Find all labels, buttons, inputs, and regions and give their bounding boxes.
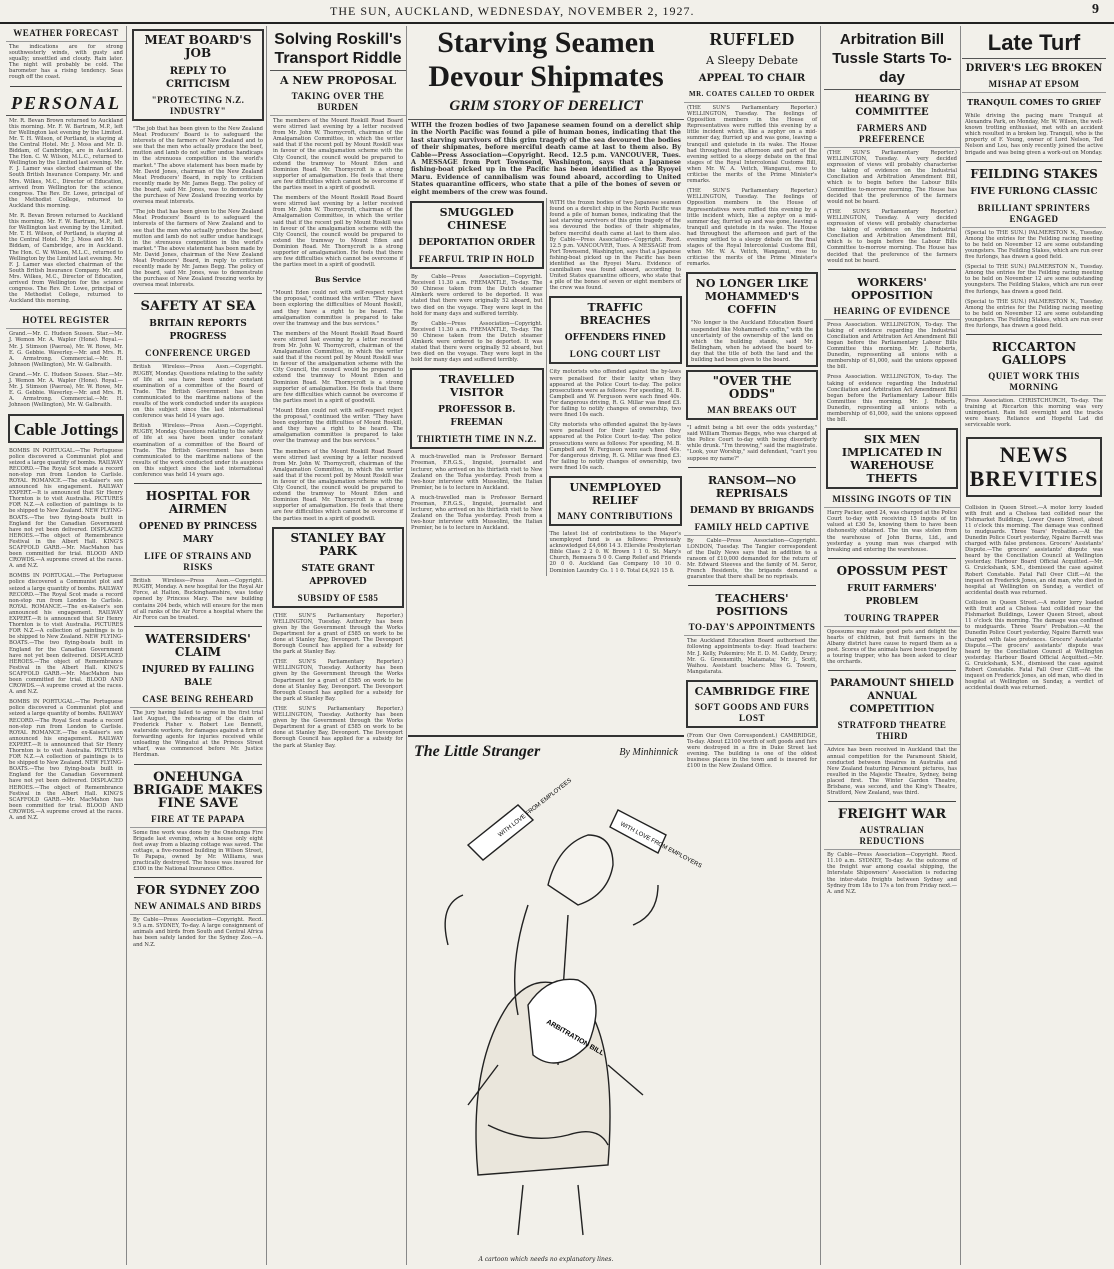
feilding-text-cont: (Special to THE SUN.) PALMERSTON N., Tuesday. Among the entries for the Feilding racing meeting to be held on November 12 are some outstanding youngsters. The Feilding Stakes, which are run over five furlongs, has drawn a good field. (965, 264, 1103, 295)
onehunga-text: Some fine work was done by the Onehunga Fire Brigade last evening, when a house only eight feet away from a blazing cottage was saved. The cottage, a five-roomed building in Wilson Street, Te Papapa, owned by Mr. Williams, was practically destroyed. The house was insured for £300 in the National Insurance Office. (133, 829, 263, 873)
traffic-text: City motorists who offended against the by-laws were penalised for their laxity when they appeared at the Police Court to-day. The police prosecutions were as follows: For speeding, M. B. Campbell and W. Ferguson were each fined 40s. For dangerous driving, R. G. Millar was fined £3. For failing to notify changes of ownership, two were fined 10s each. (549, 369, 681, 419)
feilding-subhead: FIVE FURLONG CLASSIC (970, 186, 1098, 197)
page-number: 9 (1092, 2, 1100, 17)
travelled-text-cont: A much-travelled man is Professor Bernard Freeman, F.R.G.S., linguist, journalist and lecturer, who arrived on his thirtieth visit to New Zealand on the Tofua yesterday. Fresh from a two-hour interview with Mussolini, the Italian Premier, he is to lecture in Auckland. (411, 494, 543, 532)
divider (688, 585, 816, 586)
column-6 (824, 26, 961, 1265)
opossum-subhead-2: TOURING TRAPPER (824, 611, 960, 627)
arbitration-text-cont: (THE SUN'S Parliamentary Reporter.) WELLINGTON, Tuesday. A very decided expression of views will probably characterise the taking of evidence on the Industrial Conciliation and Arbitration Amendment Bill, which is to begin before the Labour Bills Committee to-morrow morning. The House has decided that the preference of the farmers would not be heard. (827, 208, 957, 264)
safety-subhead: BRITAIN REPORTS PROGRESS (149, 319, 247, 343)
cartoon-illustration (408, 765, 703, 1245)
hospital-text: British Wireless—Press Assn.—Copyright. RUGBY, Monday. A new hospital for the Royal Air Force, at Halton, Buckinghamshire, was today opened by Princess Mary. The new building contains 204 beds, which will ensure for the men of all ranks of the Air Force a hospital where the Air Force can be treated. (133, 578, 263, 621)
ruffled-subhead: A Sleepy Debate (705, 54, 799, 67)
lead-columns (408, 198, 684, 576)
workers-text: Press Association. WELLINGTON, To-day. The taking of evidence regarding the Industrial Conciliation and Arbitration Act Amendment Bill began before the Parliamentary Labour Bills Committee this morning. Mr. J. Roberts, Dunedin, representing all unions with a membership of 61,000, said the unions opposed the bill. (827, 321, 957, 371)
teachers-headline: TEACHERS' POSITIONS (715, 592, 789, 619)
roskill-crosshead: Bus Service (314, 275, 362, 285)
opossum-subhead: FRUIT FARMERS' PROBLEM (847, 583, 937, 607)
divider (966, 334, 1102, 335)
travelled-text: A much-travelled man is Professor Bernard Freeman, F.R.G.S., linguist, journalist and lecturer, who arrived on his thirtieth visit to New Zealand on the Tofua yesterday. Fresh from a two-hour interview with Mussolini, the Italian Premier, he is to lecture in Auckland. (411, 454, 543, 491)
riccarton-subhead: QUIET WORK THIS MORNING (962, 369, 1106, 396)
news-brevities-text: Collision in Queen Street.—A motor lorry loaded with fruit and a Chelsea taxi collided near the Fishmarket Buildings, Lower Queen Street, about 11 o'clock this morning. The damage was confined to mudguards. Three Years' Probation.—At the Dunedin Police Court yesterday, Ngaire Barrett was charged with false pretences. Grocers' Assistants' Dispute.—The grocers' assistants' dispute was heard by the Conciliation Council at Wellington yesterday. Harbour Board Official Acquitted.—Mr. G. Cruickshank, S.M., dismissed the case against Robert Constable. Fatal Fall Over Cliff.—At the inquest on Frederick Jones, an old man, who died in hospital at Wellington on Sunday, a verdict of accidental death was returned. (965, 504, 1103, 596)
figure-legs (518, 1185, 583, 1235)
watersiders-subhead-2: CASE BEING REHEARD (130, 692, 266, 708)
roskill-text-cont: The members of the Mount Roskill Road Board were stirred last evening by a letter received from Mr. John W. Thornycroft, chairman of the Amalgamation Committee, in which the writer said that if the recent poll by Mount Roskill was in favour of the amalgamation scheme with the City Council, the council would be prepared to extend the tramway to Mount Eden and Dominion Road. Mr. Thornycroft is a strong supporter of amalgamation. He feels that there are few difficulties which cannot be overcome if the parties meet in a spirit of goodwill. (273, 195, 403, 269)
cartoon-title: The Little Stranger (414, 743, 541, 760)
lead-intro: WITH the frozen bodies of two Japanese seamen found on a derelict ship in the North Pacific was found a pile of human bones, indicating that the last starving survivors of this grim tragedy of the sea devoured the bodies of their shipmates, before merciful death came at last to them also. By Cable—Press Association—Copyright. Recd. 12.5 p.m. VANCOUVER, Tues. A MESSAGE from Port Townsend, Washington, says that a Japanese fishing-boat picked up in the Pacific has been identified as the Ryoyei Maru. Evidence of cannibalism was found aboard, according to United States quarantine officers, who state that a pile of the bones of seven or eight members of the crew was found. (411, 121, 681, 196)
ruffled-subhead-2: APPEAL TO CHAIR (698, 73, 806, 84)
travelled-subhead: PROFESSOR B. FREEMAN (438, 405, 516, 429)
onehunga-subhead: FIRE AT TE PAPAPA (130, 812, 266, 828)
ruffled-subhead-3: MR. COATES CALLED TO ORDER (684, 87, 820, 103)
paramount-headline: PARAMOUNT SHIELD ANNUAL COMPETITION (830, 678, 954, 716)
personal-text-cont: Mr. R. Bevan Brown returned to Auckland this morning. Mr. F. W. Bartram, M.P., left for Wellington last evening by the Limited. Mr. T. H. Wilson, of Portland, is staying at the Central Hotel. Mr. J. Moss and Mr. D. Biddam, of Cambridge, are in Auckland. The Hon. C. W. Wilson, M.L.C., returned to Wellington by the Limited last evening. Mr. F. J. Lamer was elected chairman of the South British Insurance Company. Mr. and Mrs. Wilkes, M.C., Director of Education, arrived from Wellington for the science congress. The Rev. Dr. Lowe, principal of the Methodist College, returned to Auckland this morning. (9, 212, 123, 305)
teachers-text: The Auckland Education Board authorised the following appointments to-day: Head teachers: Mr. J. Kelly, Pukemiro; Mr. E. D. M. Caddy, Drury; Mr. G. Greensmith, Matamata; Mr. J. Scott, Waihou. Assistant teachers: Miss G. Towers, Mangatarata. (687, 638, 817, 675)
freight-subhead: AUSTRALIAN REDUCTIONS (824, 823, 960, 850)
divider (828, 801, 956, 802)
odds-text: "I admit being a bit over the odds yesterday," said William Thomas Beggs, who was charged at the Police Court to-day with being disorderly while drunk. "I'm throwing," said the magistrate. "Look, your Worship," said defendant, "can't you suppose my name?" (687, 425, 817, 462)
feilding-text: (Special to THE SUN.) PALMERSTON N., Tuesday. Among the entries for the Feilding racing meeting to be held on November 12 are some outstanding youngsters. The Feilding Stakes, which are run over five furlongs, has drawn a good field. (965, 229, 1103, 261)
lead-subhead: GRIM STORY OF DERELICT (408, 94, 684, 120)
freight-headline: FREIGHT WAR (837, 807, 947, 823)
onehunga-headline: ONEHUNGA BRIGADE MAKES FINE SAVE (133, 769, 263, 811)
lead-headline: Starving Seamen Devour Shipmates (428, 26, 664, 93)
stanley-headline: STANLEY BAY PARK (290, 530, 386, 558)
figure-head (548, 835, 613, 905)
personal-text: Mr. R. Bevan Brown returned to Auckland this morning. Mr. F. W. Bartram, M.P., left for Wellington last evening by the Limited. Mr. T. H. Wilson, of Portland, is staying at the Central Hotel. Mr. J. Moss and Mr. D. Biddam, of Cambridge, are in Auckland. The Hon. C. W. Wilson, M.L.C., returned to Wellington by the Limited last evening. Mr. F. J. Lamer was elected chairman of the South British Insurance Company. Mr. and Mrs. Wilkes, M.C., Director of Education, arrived from Wellington for the science congress. The Rev. Dr. Lowe, principal of the Methodist College, returned to Auckland this morning. (9, 117, 123, 209)
unemployed-text: The latest list of contributions to the Mayor's unemployed fund is as follows: Previously acknowledged £4,666 14 3. Ellerslie Presbyterian Bible Class 2 2 0. W. Brown 1 1 0. St. Mary's Church, Remuera 5 0 0. Camp Relief and Friends 20 0 0. Auckland Gas Company 10 10 0. Dominion Laundry Co. 1 1 0. Total £4,921 15 8. (549, 530, 681, 574)
arbitration-subhead: HEARING BY COMMITTEE (854, 94, 930, 118)
divider (134, 626, 262, 627)
divider (134, 877, 262, 878)
divider (10, 86, 122, 87)
smuggled-subhead-2: FEARFUL TRIP IN HOLD (418, 254, 535, 265)
travelled-headline: TRAVELLED VISITOR (439, 373, 515, 400)
divider (828, 269, 956, 270)
roskill-text-2: "Mount Eden could not with self-respect reject the proposal," continued the writer. "They have been exploring the difficulties of Mount Roskill, and they have a right to be heard. The amalgamation committee is prepared to take over the tramway and the bus services." (273, 290, 403, 327)
safety-headline: SAFETY AT SEA (140, 299, 256, 315)
paramount-text: Advice has been received in Auckland that the annual competition for the Paramount Shield, conducted between theatres in Australia and New Zealand featuring Paramount pictures, has resulted in the Majestic Theatre, Sydney, being placed first. The Winter Garden Theatre, Brisbane, was second, and the King's Theatre, Stratford, New Zealand, was third. (827, 747, 957, 797)
workers-headline: WORKERS' OPPOSITION (851, 275, 933, 302)
roskill-subhead-2: TAKING OVER THE BURDEN (270, 89, 406, 116)
six-men-box (826, 428, 958, 489)
unemployed-box (549, 476, 683, 526)
meat-subhead: REPLY TO CRITICISM (166, 66, 230, 90)
cable-text-cont2: BOMBS IN PORTUGAL.—The Portuguese police discovered a Communist plot and seized a large quantity of bombs. RAILWAY RECORD.—The Royal Scot made a record non-stop run from London to Carlisle. ROYAL ROMANCE.—The ex-Kaiser's son announced his engagement. RAILWAY EXPERT.—It is announced that Sir Henry Thornton is to visit Australia. PICTURES FOR N.Z.—A collection of paintings is to be shipped to New Zealand. NEW FLYING-BOATS.—The two flying-boats built in England for the Canadian Government have not yet been delivered. DISPLACED HEROES.—The object of Remembrance Festival in the Albert Hall. KING'S SCAFFOLD GARB.—Mr. MacMahon has been committed for trial. BLOOD AND CROWDS.—A supreme crowd at the races. A. and N.Z. (9, 699, 123, 822)
bottle-label: ARBITRATION BILL (545, 1018, 605, 1058)
ransom-subhead: DEMAND BY BRIGANDS (689, 505, 815, 516)
divider (134, 293, 262, 294)
traffic-box (549, 296, 683, 364)
cable-text-cont: BOMBS IN PORTUGAL.—The Portuguese police discovered a Communist plot and seized a large quantity of bombs. RAILWAY RECORD.—The Royal Scot made a record non-stop run from London to Carlisle. ROYAL ROMANCE.—The ex-Kaiser's son announced his engagement. RAILWAY EXPERT.—It is announced that Sir Henry Thornton is to visit Australia. PICTURES FOR N.Z.—A collection of paintings is to be shipped to New Zealand. NEW FLYING-BOATS.—The two flying-boats built in England for the Canadian Government have not yet been delivered. DISPLACED HEROES.—The object of Remembrance Festival in the Albert Hall. KING'S SCAFFOLD GARB.—Mr. MacMahon has been committed for trial. BLOOD AND CROWDS.—A supreme crowd at the races. A. and N.Z. (9, 573, 123, 696)
hospital-headline: HOSPITAL FOR AIRMEN (145, 489, 251, 517)
zoo-subhead: NEW ANIMALS AND BIRDS (130, 899, 266, 915)
traffic-headline: TRAFFIC BREACHES (579, 301, 651, 328)
cartoon (408, 735, 703, 1267)
traffic-subhead-2: LONG COURT LIST (569, 349, 661, 360)
tag-left-text: WITH LOVE FROM EMPLOYEES (497, 777, 573, 839)
column-7 (962, 26, 1106, 1265)
safety-text-cont: British Wireless—Press Assn.—Copyright. RUGBY, Monday. Questions relating to the safety of life at sea have been under constant examination of a committee of the Board of Trade. The British Government has been communicated to the maritime nations of the results of the work conducted under its auspices on this subject since the last international conference was held 14 years ago. (133, 423, 263, 479)
cambridge-subhead: SOFT GOODS AND FURS LOST (694, 701, 810, 723)
traffic-text-cont: City motorists who offended against the by-laws were penalised for their laxity when they appeared at the Police Court to-day. The police prosecutions were as follows: For speeding, M. B. Campbell and W. Ferguson were each fined 40s. For dangerous driving, R. G. Millar was fined £3. For failing to notify changes of ownership, two were fined 10s each. (549, 422, 681, 471)
travelled-subhead-2: THIRTIETH TIME IN N.Z. (416, 434, 537, 445)
turf-subhead: DRIVER'S LEG BROKEN (965, 63, 1103, 74)
roskill-text-4: The members of the Mount Roskill Road Board were stirred last evening by a letter received from Mr. John W. Thornycroft, chairman of the Amalgamation Committee, in which the writer said that if the recent poll by Mount Roskill was in favour of the amalgamation scheme with the City Council, the council would be prepared to extend the tramway to Mount Eden and Dominion Road. Mr. Thornycroft is a strong supporter of amalgamation. He feels that there are few difficulties which cannot be overcome if the parties meet in a spirit of goodwill. (273, 448, 403, 522)
opossum-text: Opossums may make good pets and delight the hearts of children, but fruit farmers in the Albany district have cause to regard them as a pest. Scores of the animals have been trapped by a touring trapper, who has been asked to clear the orchards. (827, 628, 957, 666)
hotel-text-cont: Grand.—Mr. C. Hudson Sussex. Star.—Mr. J. Wemon Mr. A. Wapler (Hone). Royal.—Mr. J. Stimson (Paeroa), Mr. W. Rowe, Mr. E. G. Gebbie. Waverley.—Mr. and Mrs. R. A. Armstrong. Commercial.—Mr. H. Johnson (Wellington), Mr. W. Galbraith. (9, 371, 123, 409)
unemployed-subhead: MANY CONTRIBUTIONS (557, 510, 673, 521)
personal-headline: PERSONAL (6, 90, 126, 116)
tag-right-text: WITH LOVE FROM EMPLOYERS (619, 821, 703, 870)
smuggled-text-cont: By Cable—Press Association—Copyright. Received 11.30 a.m. FREMANTLE, To-day. The 50 Chinese taken from the Dutch steamer Almkerk were ordered to be deported. It was stated that there were originally 52 aboard, but two died on the voyage. They were kept in the hold for many days and suffered terribly. (411, 320, 543, 364)
six-men-headline: SIX MEN IMPLICATED IN WAREHOUSE THEFTS (841, 433, 943, 486)
masthead (0, 0, 1114, 24)
roskill-text-2-cont: The members of the Mount Roskill Road Board were stirred last evening by a letter received from Mr. John W. Thornycroft, chairman of the Amalgamation Committee, in which the writer said that if the recent poll by Mount Roskill was in favour of the amalgamation scheme with the City Council, the council would be prepared to extend the tramway to Mount Eden and Dominion Road. Mr. Thornycroft is a strong supporter of amalgamation. He feels that there are few difficulties which cannot be overcome if the parties meet in a spirit of goodwill. (273, 330, 403, 404)
lead-left-column (408, 198, 547, 576)
hospital-subhead-2: LIFE OF STRAINS AND RISKS (130, 549, 266, 576)
roskill-text: The members of the Mount Roskill Road Board were stirred last evening by a letter received from Mr. John W. Thornycroft, chairman of the Amalgamation Committee, in which the writer said that if the recent poll by Mount Roskill was in favour of the amalgamation scheme with the City Council, the council would be prepared to extend the tramway to Mount Eden and Dominion Road. Mr. Thornycroft is a strong supporter of amalgamation. He feels that there are few difficulties which cannot be overcome if the parties meet in a spirit of goodwill. (273, 118, 403, 192)
feilding-headline: FEILDING STAKES (970, 166, 1098, 181)
stanley-text-cont: (THE SUN'S Parliamentary Reporter.) WELLINGTON, Tuesday. Authority has been given by the Government through the Works Department for a grant of £585 on work to be done at Stanley Bay, Devonport. The Devonport Borough Council has applied for a subsidy for the park at Stanley Bay. (273, 659, 403, 702)
roskill-subhead: A NEW PROPOSAL (279, 74, 397, 87)
workers-subhead: HEARING OF EVIDENCE (824, 304, 960, 320)
column-2 (130, 26, 267, 1265)
divider (134, 483, 262, 484)
smuggled-text: By Cable—Press Association—Copyright. Received 11.30 a.m. FREMANTLE, To-day. The 50 Chinese taken from the Dutch steamer Almkerk were ordered to be deported. It was stated that there were originally 52 aboard, but two died on the voyage. They were kept in the hold for many days and suffered terribly. (411, 274, 543, 317)
stanley-text-cont2: (THE SUN'S Parliamentary Reporter.) WELLINGTON, Tuesday. Authority has been given by the Government through the Works Department for a grant of £585 on work to be done at Stanley Bay, Devonport. The Devonport Borough Council has applied for a subsidy for the park at Stanley Bay. (273, 705, 403, 749)
news-brevities-text-cont: Collision in Queen Street.—A motor lorry loaded with fruit and a Chelsea taxi collided near the Fishmarket Buildings, Lower Queen Street, about 11 o'clock this morning. The damage was confined to mudguards. Three Years' Probation.—At the Dunedin Police Court yesterday, Ngaire Barrett was charged with false pretences. Grocers' Assistants' Dispute.—The grocers' assistants' dispute was heard by the Conciliation Council at Wellington yesterday. Harbour Board Official Acquitted.—Mr. G. Cruickshank, S.M., dismissed the case against Robert Constable. Fatal Fall Over Cliff.—At the inquest on Frederick Jones, an old man, who died in hospital at Wellington on Sunday, a verdict of accidental death was returned. (965, 599, 1103, 692)
coffin-text: "No longer is the Auckland Education Board suspended like Mohammed's coffin," with the uncertainty of the ownership of the land on which the building stands, said Mr. Bellingham, when he advised the board to-day that the title of both the land and the building had been given to the board. (691, 320, 813, 363)
freight-text: By Cable—Press Association—Copyright. Recd. 11.10 a.m. SYDNEY, To-day. As the outcome of the freight war among coastal shipping, the Interstate Shipowners' Association is reducing the inter-state freights between Sydney and Sydney from 18s to 17s a ton from Friday next.—A. and N.Z. (827, 852, 957, 895)
riccarton-headline: RICCARTON GALLOPS (991, 340, 1077, 368)
opossum-headline: OPOSSUM PEST (836, 563, 948, 578)
traffic-subhead: OFFENDERS FINED (564, 333, 666, 344)
column-5 (684, 26, 821, 1265)
paramount-subhead: STRATFORD THEATRE THIRD (824, 718, 960, 745)
masthead-title: THE SUN, AUCKLAND, WEDNESDAY, NOVEMBER 2, 1927. (330, 4, 695, 18)
cable-box (8, 414, 124, 443)
ruffled-headline: RUFFLED (709, 29, 795, 49)
turf-subhead-3: TRANQUIL COMES TO GRIEF (967, 97, 1101, 107)
roskill-headline: Solving Roskill's Transport Riddle (270, 26, 406, 71)
weather-text: The indications are for strong southwesterly winds, with gusty and squally; unsettled and cloudy. Rain later. The night will probably be cold. The barometer has a rising tendency. Seas rough off the coast. (9, 44, 123, 81)
riccarton-text: Press Association. CHRISTCHURCH, To-day. The training at Riccarton this morning was very unimportant. Rain fell overnight and the tracks were heavy. Reliance and Hopeful Lad did serviceable work. (965, 398, 1103, 429)
news-brevities-headline: NEWS BREVITIES (966, 437, 1102, 497)
turf-text: While driving the pacing mare Tranquil at Alexandra Park, on Monday, Mr. W. Wilson, the well-known trotting enthusiast, met with an accident which resulted in a broken leg. Tranquil, who is the property of F. Young, owner of Lord Nelson, Ted Nelson and Lou, has only recently joined the active brigade and was being given a work-out on Monday. (965, 113, 1103, 156)
odds-subhead: MAN BREAKS OUT (707, 405, 797, 416)
divider (134, 764, 262, 765)
weather-headline: WEATHER FORECAST (6, 26, 126, 42)
coffin-box (686, 272, 818, 367)
ransom-headline: RANSOM—NO REPRISALS (707, 473, 797, 500)
divider (10, 309, 122, 310)
arbitration-text: (THE SUN'S Parliamentary Reporter.) WELLINGTON, Tuesday. A very decided expression of views will probably characterise the taking of evidence on the Industrial Conciliation and Arbitration Amendment Bill, which is to begin before the Labour Bills Committee to-morrow morning. The House has decided that the preference of the farmers would not be heard. (827, 150, 957, 205)
safety-text: British Wireless—Press Assn.—Copyright. RUGBY, Monday. Questions relating to the safety of life at sea have been under constant examination of a committee of the Board of Trade. The British Government has been communicated to the maritime nations of the results of the work conducted under its auspices on this subject since the last international conference was held 14 years ago. (133, 364, 263, 420)
cartoon-byline: By Minhinnick (619, 747, 678, 758)
meat-box (132, 29, 264, 121)
divider (966, 161, 1102, 162)
zoo-headline: FOR SYDNEY ZOO (136, 883, 260, 898)
ransom-text: By Cable—Press Association—Copyright. LONDON, Tuesday. The Tangier correspondent of the Daily News says that in addition to a ransom of £10,000 demanded for the return of Mr. Edward Steeves and the family of M. Seror, French Residents, the brigands demand a guarantee that there shall be no reprisals. (687, 537, 817, 581)
six-men-text: Harry Packer, aged 24, was charged at the Police Court to-day with receiving 15 ingots of tin valued at £30 5s, knowing them to have been dishonestly obtained. The tin was stolen from the warehouse of John Burns, Ltd., and yesterday a young man was charged with breaking and entering the warehouse. (827, 510, 957, 553)
watersiders-headline: WATERSIDERS' CLAIM (145, 631, 251, 659)
cartoon-caption: A cartoon which needs no explanatory lines. (478, 1256, 614, 1263)
turf-headline: Late Turf (962, 26, 1106, 59)
cable-text: BOMBS IN PORTUGAL.—The Portuguese police discovered a Communist plot and seized a large quantity of bombs. RAILWAY RECORD.—The Royal Scot made a record non-stop run from London to Carlisle. ROYAL ROMANCE.—The ex-Kaiser's son announced his engagement. RAILWAY EXPERT.—It is announced that Sir Henry Thornton is to visit Australia. PICTURES FOR N.Z.—A collection of paintings is to be shipped to New Zealand. NEW FLYING-BOATS.—The two flying-boats built in England for the Canadian Government have not yet been delivered. DISPLACED HEROES.—The object of Remembrance Festival in the Albert Hall. KING'S SCAFFOLD GARB.—Mr. MacMahon has been committed for trial. BLOOD AND CROWDS.—A supreme crowd at the races. A. and N.Z. (9, 447, 123, 570)
feilding-subhead-2: BRILLIANT SPRINTERS ENGAGED (962, 201, 1106, 228)
smuggled-headline: SMUGGLED CHINESE (439, 206, 514, 233)
watersiders-subhead: INJURED BY FALLING BALE (141, 664, 255, 688)
hospital-subhead: OPENED BY PRINCESS MARY (138, 522, 257, 546)
unemployed-headline: UNEMPLOYED RELIEF (569, 480, 662, 507)
turf-subhead-2: MISHAP AT EPSOM (962, 77, 1106, 93)
teachers-subhead: TO-DAY'S APPOINTMENTS (684, 620, 820, 636)
cable-headline: Cable Jottings (13, 419, 119, 439)
roskill-text-3: "Mount Eden could not with self-respect reject the proposal," continued the writer. "They have been exploring the difficulties of Mount Roskill, and they have a right to be heard. The amalgamation committee is prepared to take over the tramway and the bus services." (273, 407, 403, 445)
hotel-headline: HOTEL REGISTER (6, 313, 126, 329)
meat-text: "The job that has been given to the New Zealand Meat Producers' Board is to safeguard the interests of the farmers of New Zealand and to see that the men who actually produce the beef, mutton and lamb do not suffer undue handicaps in the strenuous competition in the world's market." The above statement has been made by Mr. David Jones, chairman of the New Zealand Meat Producers' Board, in reply to criticism recently made by Mr. James Begg. The policy of the board, said Mr. Jones, was to demonstrate the purchase of New Zealand freezing works by oversea meat interests. (133, 126, 263, 206)
arbitration-subhead-2: FARMERS AND PREFERENCE (824, 121, 960, 148)
arbitration-headline: Arbitration Bill Tussle Starts To-day (824, 26, 960, 90)
divider (688, 467, 816, 468)
coffin-headline: NO LONGER LIKE MOHAMMED'S COFFIN (695, 277, 809, 317)
cambridge-text: (From Our Own Correspondent.) CAMBRIDGE, To-day. About £2100 worth of soft goods and furs were destroyed in a fire in Duke Street last evening. The building is one of the oldest business places in the town and is insured for £100 in the New Zealand Office. (687, 732, 817, 770)
stanley-subhead-2: SUBSIDY OF £585 (297, 592, 379, 603)
stanley-subhead: STATE GRANT APPROVED (301, 563, 375, 587)
odds-box (686, 370, 818, 420)
feilding-text-cont2: (Special to THE SUN.) PALMERSTON N., Tuesday. Among the entries for the Feilding racing meeting to be held on November 12 are some outstanding youngsters. The Feilding Stakes, which are run over five furlongs, has drawn a good field. (965, 298, 1103, 329)
workers-text-cont: Press Association. WELLINGTON, To-day. The taking of evidence regarding the Industrial Conciliation and Arbitration Act Amendment Bill began before the Parliamentary Labour Bills Committee this morning. Mr. J. Roberts, Dunedin, representing all unions with a membership of 61,000, said the unions opposed the bill. (827, 374, 957, 424)
cambridge-box (686, 680, 818, 728)
meat-quote: "PROTECTING N.Z. INDUSTRY" (151, 95, 245, 116)
odds-headline: "OVER THE ODDS" (712, 374, 792, 402)
smuggled-box (410, 201, 544, 269)
stanley-text: (THE SUN'S Parliamentary Reporter.) WELLINGTON, Tuesday. Authority has been given by the Government through the Works Department for a grant of £585 on work to be done at Stanley Bay, Devonport. The Devonport Borough Council has applied for a subsidy for the park at Stanley Bay. (273, 612, 403, 656)
watersiders-text: The jury having failed to agree in the first trial last August, the rehearing of the claim of Frederick Fisher v. Robert Lee Bennett, waterside workers, for damages against a firm of forwarding agents for injuries received while unloading the Wingatui at the Princes Street wharf, was commenced before Mr. Justice Herdman. (133, 709, 263, 759)
hotel-text: Grand.—Mr. C. Hudson Sussex. Star.—Mr. J. Wemon Mr. A. Wapler (Hone). Royal.—Mr. J. Stimson (Paeroa), Mr. W. Rowe, Mr. E. G. Gebbie. Waverley.—Mr. and Mrs. R. A. Armstrong. Commercial.—Mr. H. Johnson (Wellington), Mr. W. Galbraith. (9, 331, 123, 368)
travelled-box (410, 368, 544, 449)
meat-headline: MEAT BOARD'S JOB (144, 33, 252, 60)
smuggled-subhead: DEPORTATION ORDER (418, 238, 536, 249)
zoo-text: By Cable—Press Association—Copyright. Recd. 9.5 a.m. SYDNEY, To-day. A large consignment of animals and birds from South and Central Africa has been safely landed for the Sydney Zoo.—A. and N.Z. (133, 917, 263, 948)
column-1 (6, 26, 127, 1265)
ruffled-text: (THE SUN'S Parliamentary Reporter.) WELLINGTON, Tuesday. The feelings of Opposition members in the House of Representatives were ruffled this evening by a little incident which, like a zephyr on a mid-summer day, flurried up and was gone, leaving a tranquil and quietude in its wake. The House had throughout the afternoon and part of the evening settled to a sleepy debate on the final stages of the Royal Intercolonial Customs Bill, when Mr. W. A. Veitch, Wanganui, rose to criticise the merits of the Prime Minister's remarks. (687, 105, 817, 185)
six-men-subhead: MISSING INGOTS OF TIN (824, 492, 960, 508)
divider (828, 670, 956, 671)
ransom-subhead-2: FAMILY HELD CAPTIVE (684, 520, 820, 536)
stanley-box (272, 527, 404, 608)
column-3 (270, 26, 407, 1265)
meat-text-cont: "The job that has been given to the New Zealand Meat Producers' Board is to safeguard the interests of the farmers of New Zealand and to see that the men who actually produce the beef, mutton and lamb do not suffer undue handicaps in the strenuous competition in the world's market." The above statement has been made by Mr. David Jones, chairman of the New Zealand Meat Producers' Board, in reply to criticism recently made by Mr. James Begg. The policy of the board, said Mr. Jones, was to demonstrate the purchase of New Zealand freezing works by oversea meat interests. (133, 209, 263, 289)
column-4 (408, 26, 684, 732)
cambridge-headline: CAMBRIDGE FIRE (694, 684, 810, 698)
safety-subhead-2: CONFERENCE URGED (130, 346, 266, 362)
ruffled-text-cont: (THE SUN'S Parliamentary Reporter.) WELLINGTON, Tuesday. The feelings of Opposition members in the House of Representatives were ruffled this evening by a little incident which, like a zephyr on a mid-summer day, flurried up and was gone, leaving a tranquil and quietude in its wake. The House had throughout the afternoon and part of the evening settled to a sleepy debate on the final stages of the Royal Intercolonial Customs Bill, when Mr. W. A. Veitch, Wanganui, rose to criticise the merits of the Prime Minister's remarks. (687, 188, 817, 268)
lead-right-column (547, 198, 685, 576)
divider (828, 558, 956, 559)
lead-text-cont: WITH the frozen bodies of two Japanese seamen found on a derelict ship in the North Pacific was found a pile of human bones, indicating that the last starving survivors of this grim tragedy of the sea devoured the bodies of their shipmates, before merciful death came at last to them also. By Cable—Press Association—Copyright. Recd. 12.5 p.m. VANCOUVER, Tues. A MESSAGE from Port Townsend, Washington, says that a Japanese fishing-boat picked up in the Pacific has been identified as the Ryoyei Maru. Evidence of cannibalism was found aboard, according to United States quarantine officers, who state that a pile of the bones of seven or eight members of the crew was found. (549, 200, 681, 292)
